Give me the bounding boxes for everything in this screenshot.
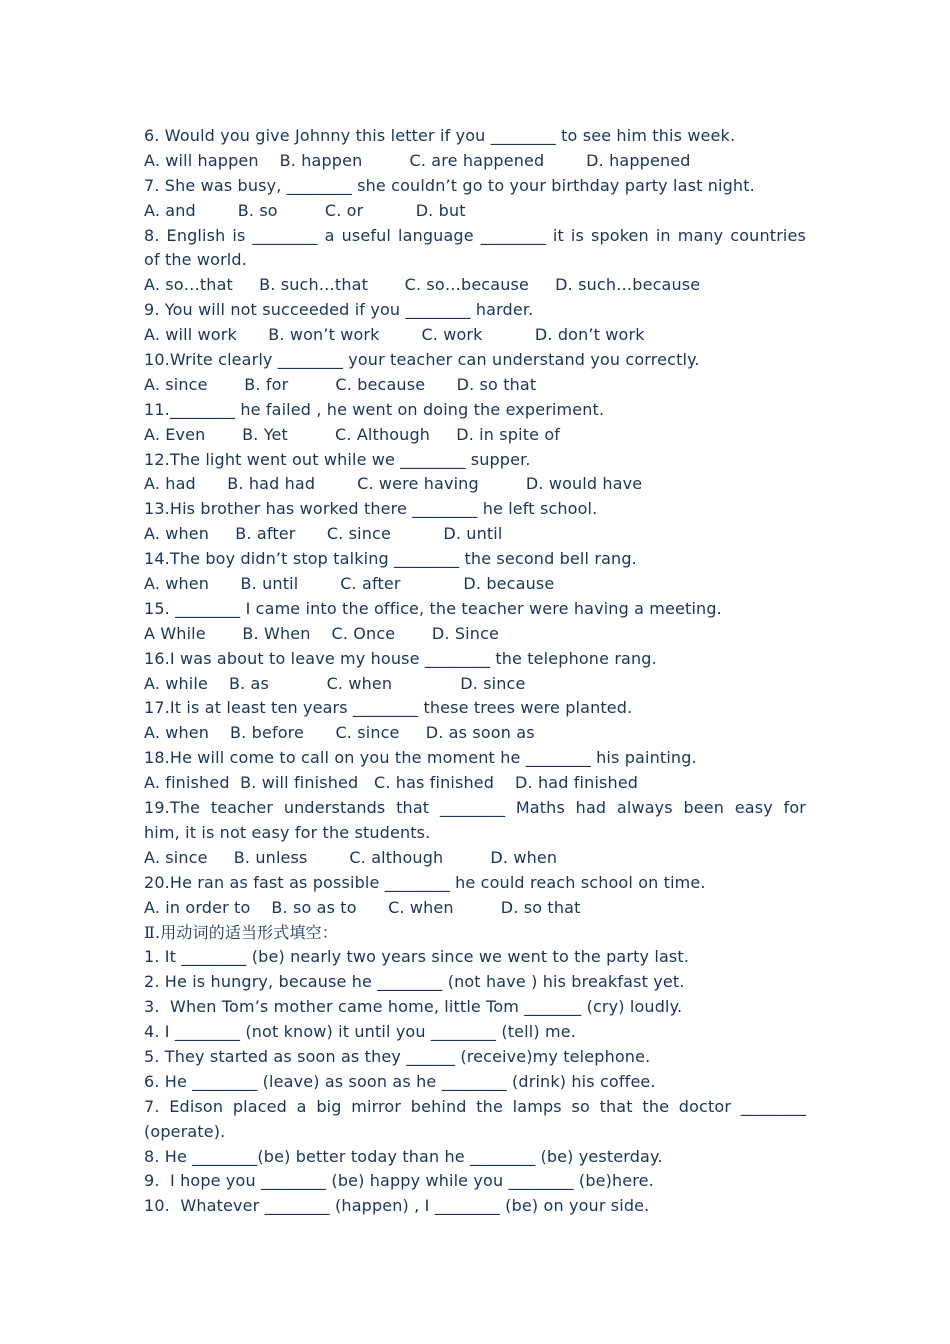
question-14-text: 14.The boy didn’t stop talking ________ the second bell rang. xyxy=(144,549,637,569)
question-6-text: 6. Would you give Johnny this letter if you ________ to see him this week. xyxy=(144,126,736,145)
question-12-options: A. had B. had had C. were having D. would have xyxy=(144,474,643,494)
question-17-options: A. when B. before C. since D. as soon as xyxy=(144,723,535,743)
question-8-options: A. so…that B. such…that C. so…because D. such…because xyxy=(144,275,701,295)
question-18-options: A. finished B. will finished C. has finished D. had finished xyxy=(144,773,639,793)
question-6-options: A. will happen B. happen C. are happened D. happened xyxy=(144,150,691,170)
question-20-options: A. in order to B. so as to C. when D. so that xyxy=(144,897,581,917)
question-18-text: 18.He will come to call on you the moment he ________ his painting. xyxy=(144,748,697,768)
question-19-text-cont: him, it is not easy for the students. xyxy=(144,822,431,842)
section-2-heading: Ⅱ.用动词的适当形式填空： xyxy=(144,922,338,942)
question-15-options: A While B. When C. Once D. Since xyxy=(144,623,500,643)
question-8-text: 8. English is ________ a useful language ________ it is spoken in many countries xyxy=(144,225,806,245)
question-11-text: 11.________ he failed , he went on doing the experiment. xyxy=(144,399,605,419)
fill-item-7-cont: (operate). xyxy=(144,1121,226,1141)
fill-item-9: 9. I hope you ________ (be) happy while you ________ (be)here. xyxy=(144,1171,654,1191)
question-10-options: A. since B. for C. because D. so that xyxy=(144,374,537,394)
worksheet-page xyxy=(144,124,806,1219)
fill-item-4: 4. I ________ (not know) it until you ________ (tell) me. xyxy=(144,1022,576,1042)
fill-item-5: 5. They started as soon as they ______ (receive)my telephone. xyxy=(144,1046,651,1066)
question-14-options: A. when B. until C. after D. because xyxy=(144,574,555,594)
question-12-text: 12.The light went out while we ________ supper. xyxy=(144,449,531,469)
question-9-text: 9. You will not succeeded if you ________ harder. xyxy=(144,300,534,320)
question-16-options: A. while B. as C. when D. since xyxy=(144,673,526,693)
question-11-options: A. Even B. Yet C. Although D. in spite of xyxy=(144,424,561,444)
question-8-text-cont: of the world. xyxy=(144,250,247,270)
question-15-text: 15. ________ I came into the office, the teacher were having a meeting. xyxy=(144,598,722,618)
fill-item-6: 6. He ________ (leave) as soon as he ________ (drink) his coffee. xyxy=(144,1071,656,1091)
question-19-options: A. since B. unless C. although D. when xyxy=(144,847,558,867)
question-17-text: 17.It is at least ten years ________ these trees were planted. xyxy=(144,698,633,718)
question-9-options: A. will work B. won’t work C. work D. don’t work xyxy=(144,325,645,345)
fill-item-8: 8. He ________(be) better today than he ________ (be) yesterday. xyxy=(144,1146,663,1166)
fill-item-3: 3. When Tom’s mother came home, little Tom _______ (cry) loudly. xyxy=(144,997,683,1017)
fill-item-1: 1. It ________ (be) nearly two years since we went to the party last. xyxy=(144,947,690,967)
fill-item-7: 7. Edison placed a big mirror behind the lamps so that the doctor ________ xyxy=(144,1096,806,1116)
question-16-text: 16.I was about to leave my house ________ the telephone rang. xyxy=(144,648,657,668)
question-10-text: 10.Write clearly ________ your teacher can understand you correctly. xyxy=(144,350,700,370)
question-20-text: 20.He ran as fast as possible ________ he could reach school on time. xyxy=(144,872,706,892)
fill-item-2: 2. He is hungry, because he ________ (not have ) his breakfast yet. xyxy=(144,972,685,992)
fill-item-10: 10. Whatever ________ (happen) , I ________ (be) on your side. xyxy=(144,1196,650,1216)
question-19-text: 19.The teacher understands that ________ Maths had always been easy for xyxy=(144,798,806,818)
question-7-text: 7. She was busy, ________ she couldn’t go to your birthday party last night. xyxy=(144,175,755,195)
question-13-text: 13.His brother has worked there ________ he left school. xyxy=(144,499,598,519)
question-13-options: A. when B. after C. since D. until xyxy=(144,524,503,544)
question-7-options: A. and B. so C. or D. but xyxy=(144,200,466,220)
